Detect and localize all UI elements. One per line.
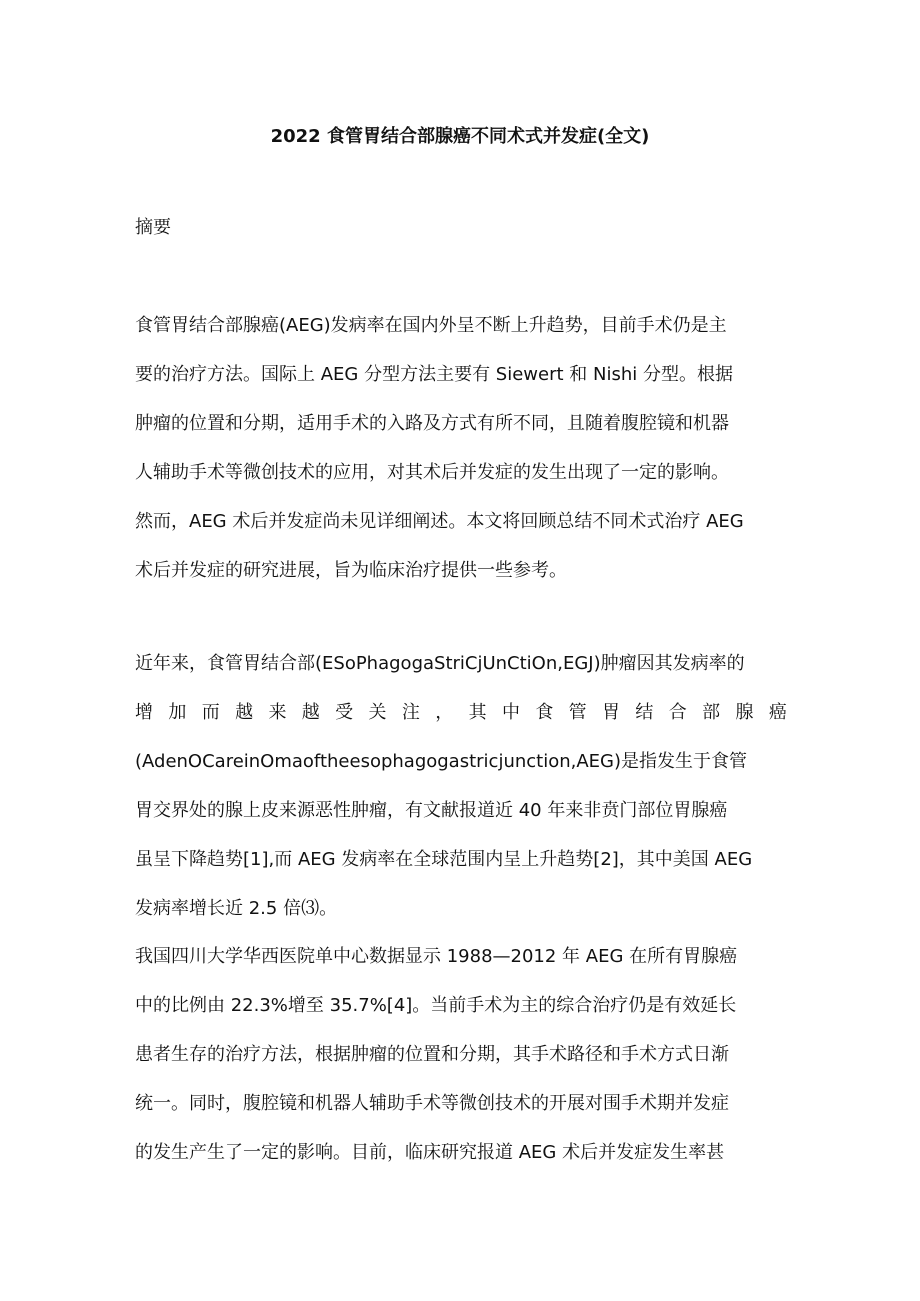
paragraph-line: 的发生产生了一定的影响。目前，临床研究报道 AEG 术后并发症发生率甚 [135,1142,725,1163]
paragraph-line: 胃交界处的腺上皮来源恶性肿瘤，有文献报道近 40 年来非贲门部位胃腺癌 [135,800,728,821]
paragraph-line: 中的比例由 22.3%增至 35.7%[4]。当前手术为主的综合治疗仍是有效延长 [135,995,737,1016]
paragraph-line: 肿瘤的位置和分期，适用手术的入路及方式有所不同，且随着腹腔镜和机器 [135,413,729,434]
justified-char: 关 [368,702,387,723]
paragraph-line: 术后并发症的研究进展，旨为临床治疗提供一些参考。 [135,560,567,581]
justified-char: 胃 [602,702,621,723]
paragraph-line: 发病率增长近 2.5 倍⑶。 [135,898,338,919]
abstract-paragraph [135,312,787,606]
paragraph-line: 我国四川大学华西医院单中心数据显示 1988—2012 年 AEG 在所有胃腺癌 [135,946,738,967]
justified-char: 管 [568,702,587,723]
justified-char: 注 [401,702,420,723]
justified-char: 食 [535,702,554,723]
paragraph-line: 然而，AEG 术后并发症尚未见详细阐述。本文将回顾总结不同术式治疗 AEG [135,511,744,532]
paragraph-line: 食管胃结合部腺癌(AEG)发病率在国内外呈不断上升趋势，目前手术仍是主 [135,315,727,336]
paragraph-line: 近年来，食管胃结合部(ESoPhagogaStriCjUnCtiOn,EGJ)肿瘤因其发病率的 [135,653,745,674]
justified-char: 而 [201,702,220,723]
paragraph-line: 要的治疗方法。国际上 AEG 分型方法主要有 Siewert 和 Nishi 分型。根据 [135,364,733,385]
intro-paragraph [135,650,787,944]
paragraph-line: 统一。同时，腹腔镜和机器人辅助手术等微创技术的开展对围手术期并发症 [135,1093,729,1114]
justified-char: 越 [301,702,320,723]
justified-char: 结 [635,702,654,723]
justified-char: 中 [501,702,520,723]
document-title: 2022 食管胃结合部腺癌不同术式并发症(全文) [270,126,650,147]
justified-char: 其 [468,702,487,723]
justified-char: 部 [702,702,721,723]
justified-char: 来 [268,702,287,723]
paragraph-line: 虽呈下降趋势[1],而 AEG 发病率在全球范围内呈上升趋势[2]，其中美国 AEG [135,849,753,870]
justified-char: 腺 [735,702,754,723]
abstract-heading: 摘要 [135,217,171,238]
paragraph-line-justified [135,699,787,748]
justified-char: 受 [335,702,354,723]
justified-char: 增 [135,702,153,723]
justified-char: 合 [668,702,687,723]
justified-char: 癌 [768,702,787,723]
data-paragraph [135,943,787,1188]
justified-char: 越 [235,702,254,723]
justified-char: 加 [168,702,187,723]
paragraph-line: (AdenOCareinOmaoftheesophagogastricjunction,AEG)是指发生于食管 [135,751,748,772]
paragraph-line: 人辅助手术等微创技术的应用，对其术后并发症的发生出现了一定的影响。 [135,462,729,483]
justified-char: ， [435,702,454,723]
paragraph-line: 患者生存的治疗方法，根据肿瘤的位置和分期，其手术路径和手术方式日渐 [135,1044,729,1065]
